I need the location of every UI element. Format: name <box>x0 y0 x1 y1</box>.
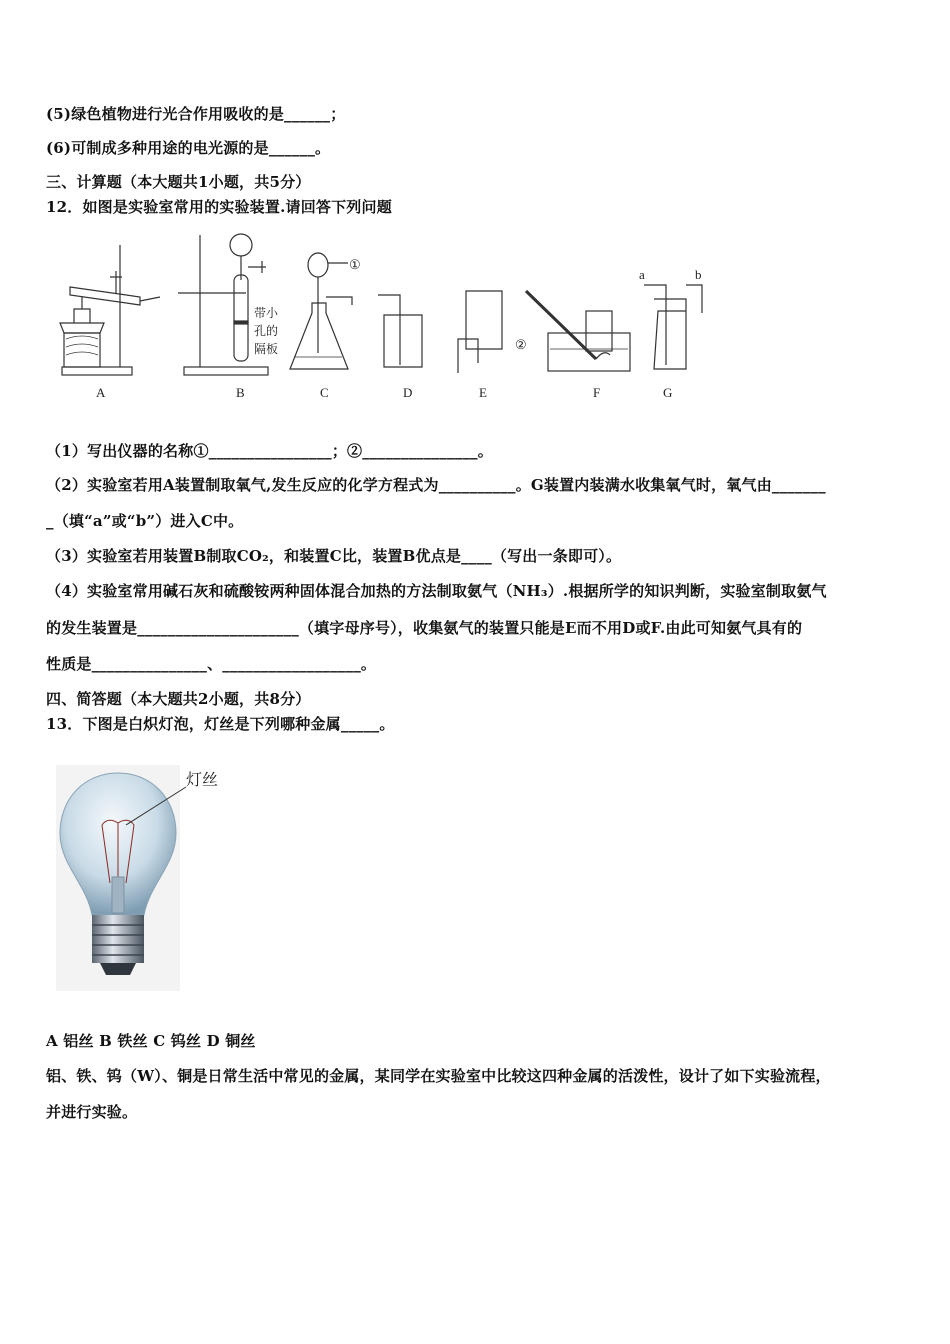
b-note-3: 隔板 <box>254 342 279 356</box>
filament-label: 灯丝 <box>186 770 219 789</box>
label-f: F <box>593 385 601 400</box>
apparatus-g <box>644 285 702 369</box>
apparatus-f <box>526 291 630 371</box>
apparatus-c <box>290 253 352 369</box>
q13-options: A 铝丝 B 铁丝 C 钨丝 D 铜丝 <box>46 1032 256 1050</box>
q12-part4-c: 性质是_______________、__________________。 <box>46 655 377 673</box>
q12-part2-a: （2）实验室若用A装置制取氧气,发生反应的化学方程式为__________。G装置内装满水收集氧气时，氧气由_______ <box>46 476 826 494</box>
q13-stem: 13．下图是白炽灯泡，灯丝是下列哪种金属_____。 <box>46 715 395 733</box>
q12-part4-b: 的发生装置是_____________________（填字母序号），收集氨气的装置只能是E而不用D或F.由此可知氨气具有的 <box>46 619 803 637</box>
q12-part4-a: （4）实验室常用碱石灰和硫酸铵两种固体混合加热的方法制取氨气（NH₃）.根据所学的知识判断，实验室制取氨气 <box>46 582 827 600</box>
marker-1: ① <box>349 257 361 272</box>
label-a: A <box>96 385 106 400</box>
label-e: E <box>479 385 487 400</box>
q5-line: (5)绿色植物进行光合作用吸收的是______； <box>46 105 346 123</box>
light-bulb-figure <box>56 765 226 995</box>
label-d: D <box>403 385 413 400</box>
q12-part1: （1）写出仪器的名称①________________；②_______________。 <box>46 442 493 460</box>
q6-line: (6)可制成多种用途的电光源的是______。 <box>46 139 331 157</box>
port-b-label: b <box>695 267 702 282</box>
b-note-1: 带小 <box>254 306 279 320</box>
apparatus-d <box>378 295 422 367</box>
section-4-heading: 四、简答题（本大题共2小题，共8分） <box>46 690 311 708</box>
section-3-heading: 三、计算题（本大题共1小题，共5分） <box>46 173 311 191</box>
apparatus-figure <box>50 225 720 410</box>
label-g: G <box>663 385 673 400</box>
marker-2: ② <box>515 337 527 352</box>
q13-text-2: 并进行实验。 <box>46 1103 138 1121</box>
label-b: B <box>236 385 245 400</box>
q12-part2-b: _（填“a”或“b”）进入C中。 <box>46 512 244 530</box>
q12-stem: 12．如图是实验室常用的实验装置.请回答下列问题 <box>46 198 392 216</box>
apparatus-e <box>458 291 502 373</box>
label-c: C <box>320 385 329 400</box>
port-a-label: a <box>639 267 645 282</box>
q13-text-1: 铝、铁、钨（W）、铜是日常生活中常见的金属，某同学在实验室中比较这四种金属的活泼性，设计了如下实验流程， <box>46 1067 831 1085</box>
q12-part3: （3）实验室若用装置B制取CO₂，和装置C比，装置B优点是____（写出一条即可）。 <box>46 547 622 565</box>
apparatus-a <box>60 245 160 375</box>
b-note-2: 孔的 <box>254 324 279 338</box>
